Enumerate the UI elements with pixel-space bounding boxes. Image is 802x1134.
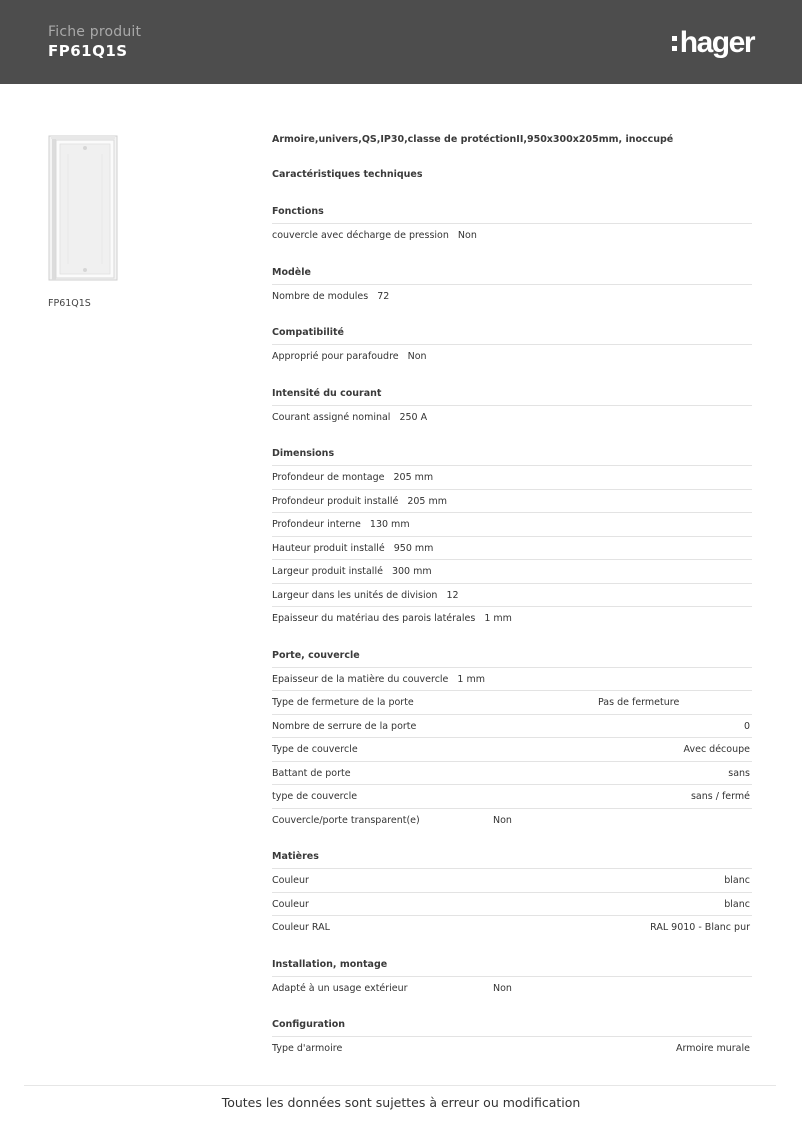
spec-row: [272, 1037, 752, 1061]
spec-section: [272, 644, 752, 833]
spec-section: [272, 382, 752, 430]
footer-divider: [24, 1085, 776, 1086]
spec-row: [272, 893, 752, 917]
spec-value: 950 mm: [393, 542, 434, 554]
spec-label: Couleur: [272, 875, 309, 886]
spec-value: 1 mm: [457, 673, 485, 685]
spec-value: 72: [377, 290, 390, 302]
spec-value: Non: [457, 230, 477, 241]
spec-label: Largeur produit installé: [272, 566, 383, 577]
spec-row: [272, 785, 752, 809]
spec-row: [272, 584, 752, 608]
section-title: Fonctions: [272, 200, 752, 224]
spec-row: [272, 537, 752, 561]
spec-value: 12: [446, 589, 459, 601]
spec-label: Approprié pour parafoudre: [272, 351, 399, 362]
spec-label: Type de couvercle: [272, 744, 358, 755]
spec-label: Profondeur de montage: [272, 472, 385, 483]
spec-value: 300 mm: [391, 566, 432, 577]
page-header: [0, 0, 802, 84]
spec-label: Adapté à un usage extérieur: [272, 982, 408, 994]
footer-disclaimer: Toutes les données sont sujettes à erreur ou modification: [221, 1095, 581, 1110]
header-product-code: FP61Q1S: [48, 42, 128, 60]
product-cabinet-image: [48, 134, 118, 282]
spec-value: Armoire murale: [676, 1043, 750, 1054]
spec-label: couvercle avec décharge de pression: [272, 230, 449, 241]
spec-row: [272, 916, 752, 940]
header-kicker: Fiche produit: [48, 24, 142, 40]
spec-label: Couvercle/porte transparent(e): [272, 814, 420, 826]
section-title: Configuration: [272, 1013, 752, 1037]
spec-label: Profondeur interne: [272, 519, 361, 530]
spec-row: [272, 466, 752, 490]
product-title: Armoire,univers,QS,IP30,classe de protéctionII,950x300x205mm, inoccupé: [272, 134, 674, 145]
hager-logo: [672, 27, 754, 59]
spec-value: Pas de fermeture: [598, 697, 680, 708]
spec-value: 0: [743, 720, 750, 732]
spec-row: [272, 809, 752, 833]
spec-section: [272, 1013, 752, 1061]
spec-row: [272, 607, 752, 631]
spec-label: Profondeur produit installé: [272, 495, 399, 507]
spec-row: [272, 691, 752, 715]
spec-row: [272, 738, 752, 762]
section-title: Intensité du courant: [272, 382, 752, 406]
spec-label: Courant assigné nominal: [272, 411, 391, 423]
spec-value: sans: [728, 767, 750, 779]
spec-section: [272, 321, 752, 369]
spec-label: Battant de porte: [272, 767, 351, 779]
spec-section: [272, 442, 752, 631]
spec-row: [272, 715, 752, 739]
spec-label: Couleur: [272, 898, 309, 910]
spec-value: Non: [493, 982, 512, 994]
spec-label: type de couvercle: [272, 791, 358, 802]
spec-section: [272, 845, 752, 940]
section-title: Matières: [272, 845, 752, 869]
spec-row: [272, 224, 752, 248]
section-title: Modèle: [272, 261, 752, 285]
spec-value: Avec découpe: [683, 744, 750, 755]
spec-label: Nombre de modules: [272, 290, 369, 302]
spec-label: Nombre de serrure de la porte: [272, 720, 417, 732]
spec-label: Hauteur produit installé: [272, 542, 385, 554]
logo-dots-icon: [672, 36, 677, 51]
product-details: [272, 128, 752, 1061]
spec-row: [272, 668, 752, 692]
spec-row: [272, 345, 752, 369]
spec-label: Largeur dans les unités de division: [272, 589, 438, 601]
spec-row: [272, 560, 752, 584]
spec-section: [272, 953, 752, 1001]
spec-row: [272, 762, 752, 786]
spec-row: [272, 285, 752, 309]
product-image-caption: FP61Q1S: [48, 298, 91, 309]
spec-row: [272, 490, 752, 514]
section-title: Dimensions: [272, 442, 752, 466]
spec-value: Non: [407, 351, 427, 362]
spec-row: [272, 406, 752, 430]
spec-value: 205 mm: [393, 472, 434, 483]
spec-label: Epaisseur de la matière du couvercle: [272, 673, 449, 685]
spec-value: 130 mm: [369, 519, 410, 530]
section-title: Installation, montage: [272, 953, 752, 977]
spec-label: Type de fermeture de la porte: [272, 697, 414, 708]
spec-value: sans / fermé: [690, 791, 750, 802]
spec-value: Non: [493, 814, 512, 826]
spec-value: 205 mm: [407, 495, 447, 507]
spec-label: Couleur RAL: [272, 922, 330, 933]
spec-section: [272, 261, 752, 309]
specs-heading: Caractéristiques techniques: [272, 169, 423, 180]
spec-section: [272, 200, 752, 248]
spec-label: Epaisseur du matériau des parois latérales: [272, 613, 476, 624]
spec-row: [272, 513, 752, 537]
spec-label: Type d'armoire: [272, 1043, 343, 1054]
logo-wordmark: hager: [679, 26, 754, 59]
spec-row: [272, 977, 752, 1001]
spec-sections: [272, 200, 752, 1061]
spec-value: RAL 9010 - Blanc pur: [650, 922, 750, 933]
spec-value: blanc: [724, 875, 750, 886]
spec-value: 1 mm: [484, 613, 512, 624]
spec-value: 250 A: [399, 411, 428, 423]
section-title: Compatibilité: [272, 321, 752, 345]
section-title: Porte, couvercle: [272, 644, 752, 668]
spec-row: [272, 869, 752, 893]
spec-value: blanc: [724, 898, 750, 910]
